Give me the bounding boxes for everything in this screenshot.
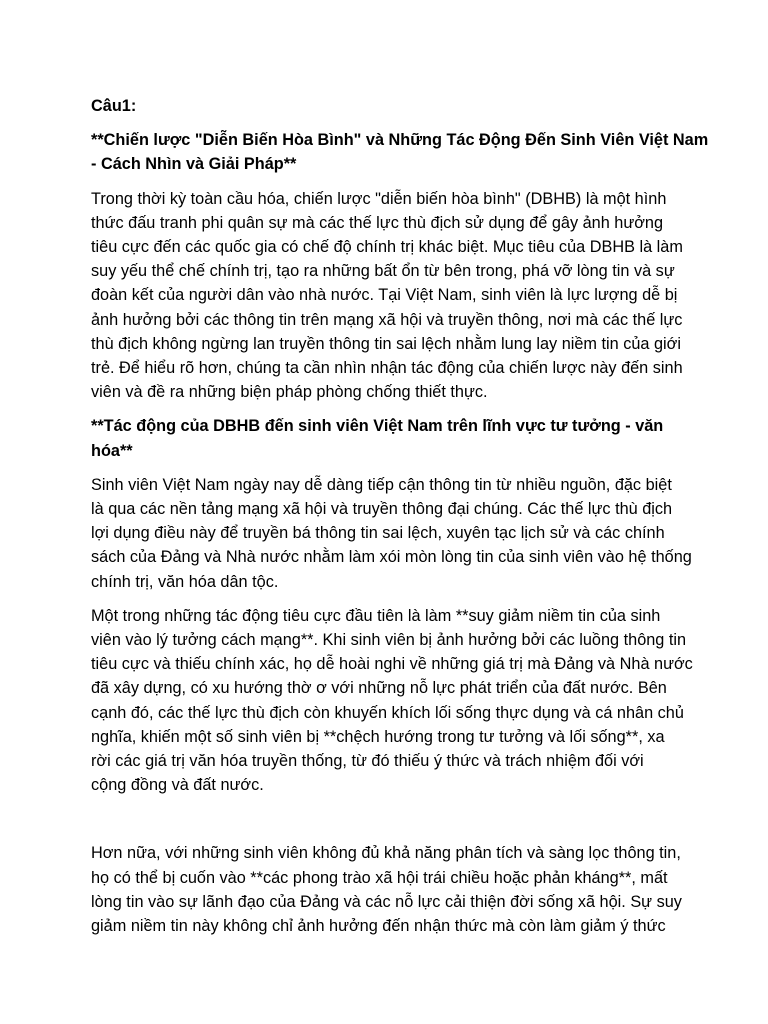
text-line: tiêu cực và thiếu chính xác, họ dễ hoài nghi về những giá trị mà Đảng và Nhà nước (91, 655, 693, 674)
text-line: trẻ. Để hiểu rõ hơn, chúng ta cần nhìn nhận tác động của chiến lược này đến sinh (91, 359, 683, 378)
body-paragraph-1 (91, 473, 692, 594)
text-line: thức đấu tranh phi quân sự mà các thế lực thù địch sử dụng để gây ảnh hưởng (91, 213, 664, 232)
text-line: rời các giá trị văn hóa truyền thống, từ đó thiếu ý thức và trách nhiệm đối với (91, 752, 644, 771)
text-line: suy yếu thể chế chính trị, tạo ra những bất ổn từ bên trong, phá vỡ lòng tin và sự (91, 262, 675, 281)
heading-line: **Tác động của DBHB đến sinh viên Việt Nam trên lĩnh vực tư tưởng - văn (91, 417, 664, 436)
document-page (91, 94, 709, 948)
title-line: **Chiến lược "Diễn Biến Hòa Bình" và Những Tác Động Đến Sinh Viên Việt Nam (91, 131, 709, 150)
text-line: nghĩa, khiến một số sinh viên bị **chệch hướng trong tư tưởng và lối sống**, xa (91, 727, 665, 746)
text-line: thù địch không ngừng lan truyền thông tin sai lệch nhằm lung lay niềm tin của giới (91, 334, 681, 353)
body-paragraph-2 (91, 604, 693, 798)
text-line: Một trong những tác động tiêu cực đầu tiên là làm **suy giảm niềm tin của sinh (91, 606, 661, 625)
document-title (91, 128, 709, 176)
title-line: - Cách Nhìn và Giải Pháp** (91, 155, 297, 174)
text-line: Sinh viên Việt Nam ngày nay dễ dàng tiếp cận thông tin từ nhiều nguồn, đặc biệt (91, 475, 672, 494)
heading-line: hóa** (91, 441, 133, 460)
body-paragraph-3 (91, 841, 686, 938)
intro-paragraph (91, 187, 686, 405)
text-line: cộng đồng và đất nước. (91, 776, 264, 795)
text-line: đoàn kết của người dân vào nhà nước. Tại Việt Nam, sinh viên là lực lượng dễ bị (91, 286, 678, 305)
question-label: Câu1: (91, 97, 137, 115)
text-line: Trong thời kỳ toàn cầu hóa, chiến lược "diễn biến hòa bình" (DBHB) là một hình (91, 189, 667, 208)
text-line: viên vào lý tưởng cách mạng**. Khi sinh viên bị ảnh hưởng bởi các luồng thông tin (91, 631, 687, 650)
text-line: lợi dụng điều này để truyền bá thông tin sai lệch, xuyên tạc lịch sử và các chính (91, 524, 665, 543)
text-line: Hơn nữa, với những sinh viên không đủ khả năng phân tích và sàng lọc thông tin, (91, 844, 681, 863)
text-line: sách của Đảng và Nhà nước nhằm làm xói mòn lòng tin của sinh viên vào hệ thống (91, 548, 692, 567)
text-line: ảnh hưởng bởi các thông tin trên mạng xã hội và truyền thông, nơi mà các thế lực (91, 310, 683, 329)
text-line: viên và đề ra những biện pháp phòng chống thiết thực. (91, 383, 488, 402)
text-line: cạnh đó, các thế lực thù địch còn khuyến khích lối sống thực dụng và cá nhân chủ (91, 703, 684, 722)
text-line: họ có thể bị cuốn vào **các phong trào xã hội trái chiều hoặc phản kháng**, mất (91, 868, 668, 887)
section-heading (91, 414, 686, 462)
text-line: giảm niềm tin này không chỉ ảnh hưởng đến nhận thức mà còn làm giảm ý thức (91, 917, 666, 936)
text-line: chính trị, văn hóa dân tộc. (91, 572, 279, 591)
text-line: tiêu cực đến các quốc gia có chế độ chính trị khác biệt. Mục tiêu của DBHB là làm (91, 238, 683, 257)
text-line: là qua các nền tảng mạng xã hội và truyền thông đại chúng. Các thế lực thù địch (91, 500, 673, 519)
text-line: đã xây dựng, có xu hướng thờ ơ với những nỗ lực phát triển của đất nước. Bên (91, 679, 667, 698)
text-line: lòng tin vào sự lãnh đạo của Đảng và các nỗ lực cải thiện đời sống xã hội. Sự suy (91, 892, 682, 911)
